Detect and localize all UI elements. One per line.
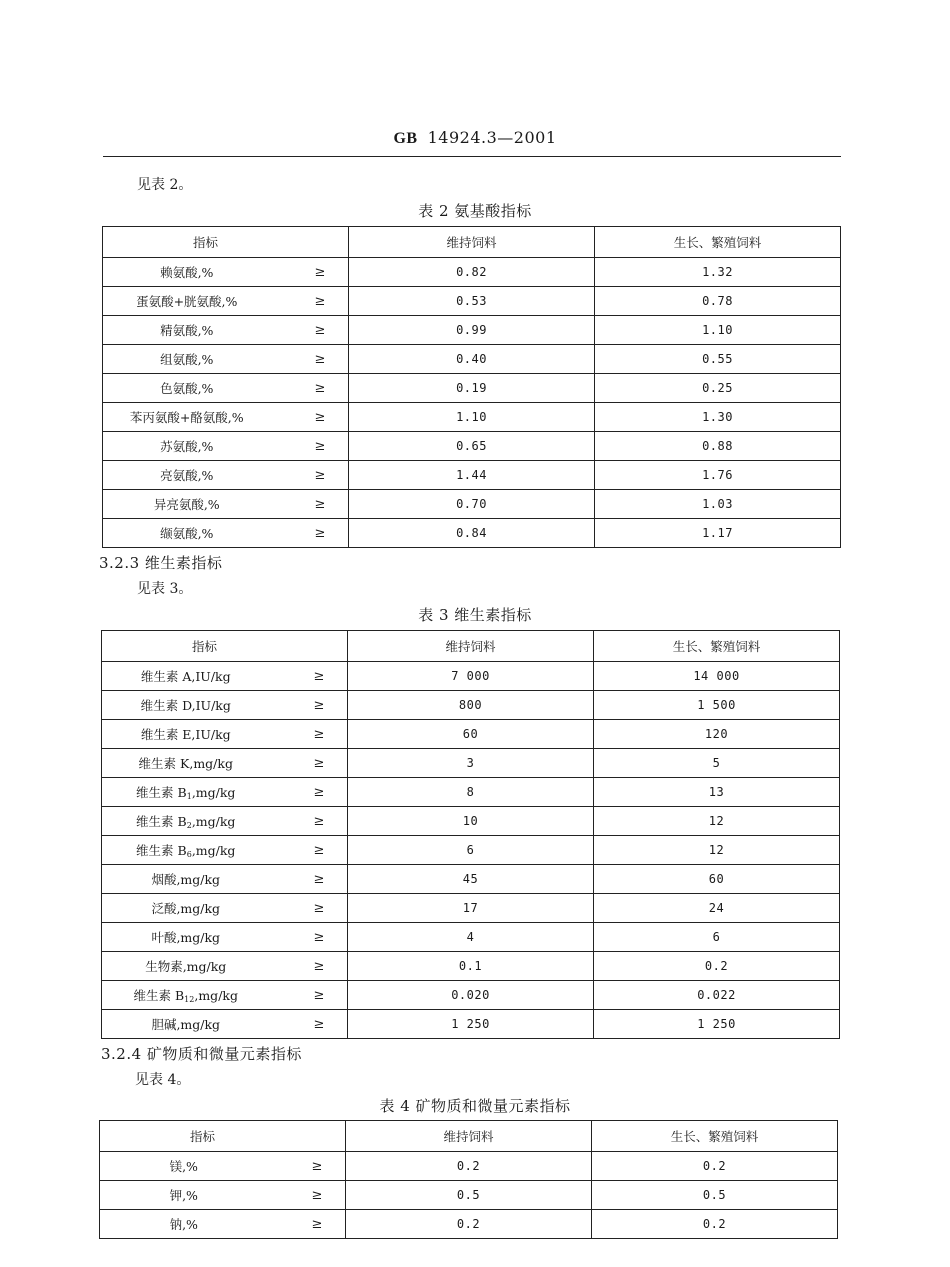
indicator-name: 叶酸,mg/kg	[102, 923, 310, 952]
maintain-value: 45	[348, 865, 594, 894]
indicator-name: 生物素,mg/kg	[102, 952, 310, 981]
table-row	[102, 1010, 840, 1039]
maintain-value: 0.5	[346, 1181, 592, 1210]
maintain-value: 3	[348, 749, 594, 778]
indicator-name	[102, 778, 310, 807]
comparison-operator: ≥	[310, 836, 348, 865]
table-row	[102, 894, 840, 923]
intro-table3: 见表 3。	[137, 581, 193, 597]
growth-value: 0.2	[592, 1152, 838, 1181]
indicator-name-subscript: 12	[184, 995, 195, 1004]
indicator-name: 精氨酸,%	[103, 316, 311, 345]
growth-value: 1.10	[595, 316, 841, 345]
standard-prefix: GB	[393, 130, 418, 147]
indicator-name: 苯丙氨酸+酪氨酸,%	[103, 403, 311, 432]
maintain-value: 60	[348, 720, 594, 749]
table-row	[102, 749, 840, 778]
comparison-operator: ≥	[310, 1010, 348, 1039]
maintain-value: 10	[348, 807, 594, 836]
table-row	[103, 287, 841, 316]
indicator-name: 钠,%	[100, 1210, 308, 1239]
indicator-name-prefix: 维生素 B	[133, 988, 185, 1003]
maintain-value: 0.19	[349, 374, 595, 403]
table-row	[100, 1152, 838, 1181]
standard-number: 14924.3—2001	[427, 128, 557, 147]
growth-value: 1 250	[594, 1010, 840, 1039]
maintain-value: 8	[348, 778, 594, 807]
indicator-name-unit: ,mg/kg	[191, 814, 236, 829]
indicator-name: 维生素 D,IU/kg	[102, 691, 310, 720]
growth-value: 0.2	[592, 1210, 838, 1239]
growth-value: 0.022	[594, 981, 840, 1010]
maintain-value: 0.65	[349, 432, 595, 461]
table3-col-indicator: 指标	[102, 631, 348, 662]
comparison-operator: ≥	[310, 778, 348, 807]
table3-col-maintain: 维持饲料	[348, 631, 594, 662]
table-row	[103, 345, 841, 374]
indicator-name	[102, 836, 310, 865]
indicator-name: 维生素 A,IU/kg	[102, 662, 310, 691]
table-row	[102, 981, 840, 1010]
growth-value: 0.5	[592, 1181, 838, 1210]
growth-value: 5	[594, 749, 840, 778]
table-row	[100, 1210, 838, 1239]
maintain-value: 0.84	[349, 519, 595, 548]
indicator-name: 赖氨酸,%	[103, 258, 311, 287]
indicator-name-unit: ,mg/kg	[191, 785, 236, 800]
table-row	[103, 374, 841, 403]
growth-value: 14 000	[594, 662, 840, 691]
indicator-name-prefix: 维生素 B	[136, 785, 187, 800]
table4-col-indicator: 指标	[100, 1121, 346, 1152]
table3	[101, 630, 840, 1039]
growth-value: 0.25	[595, 374, 841, 403]
table4-col-maintain: 维持饲料	[346, 1121, 592, 1152]
comparison-operator: ≥	[311, 258, 349, 287]
table4-col-growth: 生长、繁殖饲料	[592, 1121, 838, 1152]
table-row	[102, 952, 840, 981]
comparison-operator: ≥	[311, 461, 349, 490]
indicator-name: 胆碱,mg/kg	[102, 1010, 310, 1039]
maintain-value: 1.44	[349, 461, 595, 490]
table-row	[103, 403, 841, 432]
indicator-name: 维生素 K,mg/kg	[102, 749, 310, 778]
table-row	[103, 461, 841, 490]
section-3-2-4: 3.2.4 矿物质和微量元素指标	[101, 1045, 302, 1063]
table3-header-row	[102, 631, 840, 662]
maintain-value: 7 000	[348, 662, 594, 691]
maintain-value: 6	[348, 836, 594, 865]
maintain-value: 0.70	[349, 490, 595, 519]
growth-value: 0.2	[594, 952, 840, 981]
table-row	[102, 662, 840, 691]
table-row	[102, 691, 840, 720]
table3-caption: 表 3 维生素指标	[418, 606, 532, 624]
maintain-value: 1 250	[348, 1010, 594, 1039]
maintain-value: 4	[348, 923, 594, 952]
table4	[99, 1120, 838, 1239]
table-row	[102, 720, 840, 749]
indicator-name-subscript: 6	[186, 850, 192, 859]
comparison-operator: ≥	[311, 316, 349, 345]
growth-value: 13	[594, 778, 840, 807]
indicator-name: 钾,%	[100, 1181, 308, 1210]
growth-value: 1.03	[595, 490, 841, 519]
maintain-value: 800	[348, 691, 594, 720]
table2-header-row	[103, 227, 841, 258]
growth-value: 1.76	[595, 461, 841, 490]
growth-value: 1.32	[595, 258, 841, 287]
comparison-operator: ≥	[310, 807, 348, 836]
comparison-operator: ≥	[308, 1181, 346, 1210]
table2-caption: 表 2 氨基酸指标	[418, 202, 532, 220]
indicator-name-unit: ,mg/kg	[191, 843, 236, 858]
maintain-value: 0.2	[346, 1152, 592, 1181]
indicator-name: 泛酸,mg/kg	[102, 894, 310, 923]
indicator-name: 异亮氨酸,%	[103, 490, 311, 519]
table-row	[102, 923, 840, 952]
comparison-operator: ≥	[311, 519, 349, 548]
maintain-value: 0.1	[348, 952, 594, 981]
comparison-operator: ≥	[310, 923, 348, 952]
maintain-value: 0.99	[349, 316, 595, 345]
indicator-name-unit: ,mg/kg	[194, 988, 238, 1003]
table2-col-maintain: 维持饲料	[349, 227, 595, 258]
indicator-name-prefix: 维生素 B	[136, 843, 187, 858]
growth-value: 120	[594, 720, 840, 749]
comparison-operator: ≥	[310, 749, 348, 778]
table-row	[103, 432, 841, 461]
table-row	[103, 316, 841, 345]
indicator-name: 维生素 E,IU/kg	[102, 720, 310, 749]
growth-value: 12	[594, 807, 840, 836]
growth-value: 1 500	[594, 691, 840, 720]
growth-value: 60	[594, 865, 840, 894]
indicator-name: 蛋氨酸+胱氨酸,%	[103, 287, 311, 316]
comparison-operator: ≥	[308, 1152, 346, 1181]
table3-col-growth: 生长、繁殖饲料	[594, 631, 840, 662]
table2-col-growth: 生长、繁殖饲料	[595, 227, 841, 258]
indicator-name	[102, 807, 310, 836]
indicator-name: 镁,%	[100, 1152, 308, 1181]
indicator-name-prefix: 维生素 B	[136, 814, 187, 829]
table2-col-indicator: 指标	[103, 227, 349, 258]
maintain-value: 0.53	[349, 287, 595, 316]
growth-value: 0.78	[595, 287, 841, 316]
table2	[102, 226, 841, 548]
comparison-operator: ≥	[310, 981, 348, 1010]
comparison-operator: ≥	[311, 403, 349, 432]
indicator-name: 组氨酸,%	[103, 345, 311, 374]
comparison-operator: ≥	[311, 287, 349, 316]
growth-value: 0.88	[595, 432, 841, 461]
comparison-operator: ≥	[310, 662, 348, 691]
indicator-name	[102, 981, 310, 1010]
comparison-operator: ≥	[311, 490, 349, 519]
header-rule	[103, 156, 841, 157]
maintain-value: 0.82	[349, 258, 595, 287]
comparison-operator: ≥	[310, 720, 348, 749]
indicator-name: 缬氨酸,%	[103, 519, 311, 548]
indicator-name: 烟酸,mg/kg	[102, 865, 310, 894]
indicator-name: 苏氨酸,%	[103, 432, 311, 461]
comparison-operator: ≥	[311, 345, 349, 374]
comparison-operator: ≥	[310, 865, 348, 894]
table-row	[103, 258, 841, 287]
page-header	[0, 128, 950, 148]
comparison-operator: ≥	[308, 1210, 346, 1239]
comparison-operator: ≥	[311, 432, 349, 461]
table-row	[102, 778, 840, 807]
indicator-name: 色氨酸,%	[103, 374, 311, 403]
table-row	[103, 519, 841, 548]
comparison-operator: ≥	[310, 691, 348, 720]
table-row	[102, 865, 840, 894]
table4-header-row	[100, 1121, 838, 1152]
growth-value: 12	[594, 836, 840, 865]
growth-value: 1.30	[595, 403, 841, 432]
growth-value: 1.17	[595, 519, 841, 548]
intro-table4: 见表 4。	[135, 1072, 191, 1088]
indicator-name-subscript: 1	[186, 792, 192, 801]
comparison-operator: ≥	[310, 952, 348, 981]
maintain-value: 0.2	[346, 1210, 592, 1239]
maintain-value: 1.10	[349, 403, 595, 432]
growth-value: 24	[594, 894, 840, 923]
indicator-name-subscript: 2	[186, 821, 192, 830]
table-row	[102, 807, 840, 836]
table4-caption: 表 4 矿物质和微量元素指标	[379, 1097, 571, 1115]
comparison-operator: ≥	[311, 374, 349, 403]
maintain-value: 0.020	[348, 981, 594, 1010]
growth-value: 6	[594, 923, 840, 952]
table-row	[100, 1181, 838, 1210]
indicator-name: 亮氨酸,%	[103, 461, 311, 490]
intro-table2: 见表 2。	[137, 177, 193, 193]
growth-value: 0.55	[595, 345, 841, 374]
maintain-value: 0.40	[349, 345, 595, 374]
comparison-operator: ≥	[310, 894, 348, 923]
table-row	[103, 490, 841, 519]
section-3-2-3: 3.2.3 维生素指标	[99, 554, 223, 572]
table-row	[102, 836, 840, 865]
maintain-value: 17	[348, 894, 594, 923]
